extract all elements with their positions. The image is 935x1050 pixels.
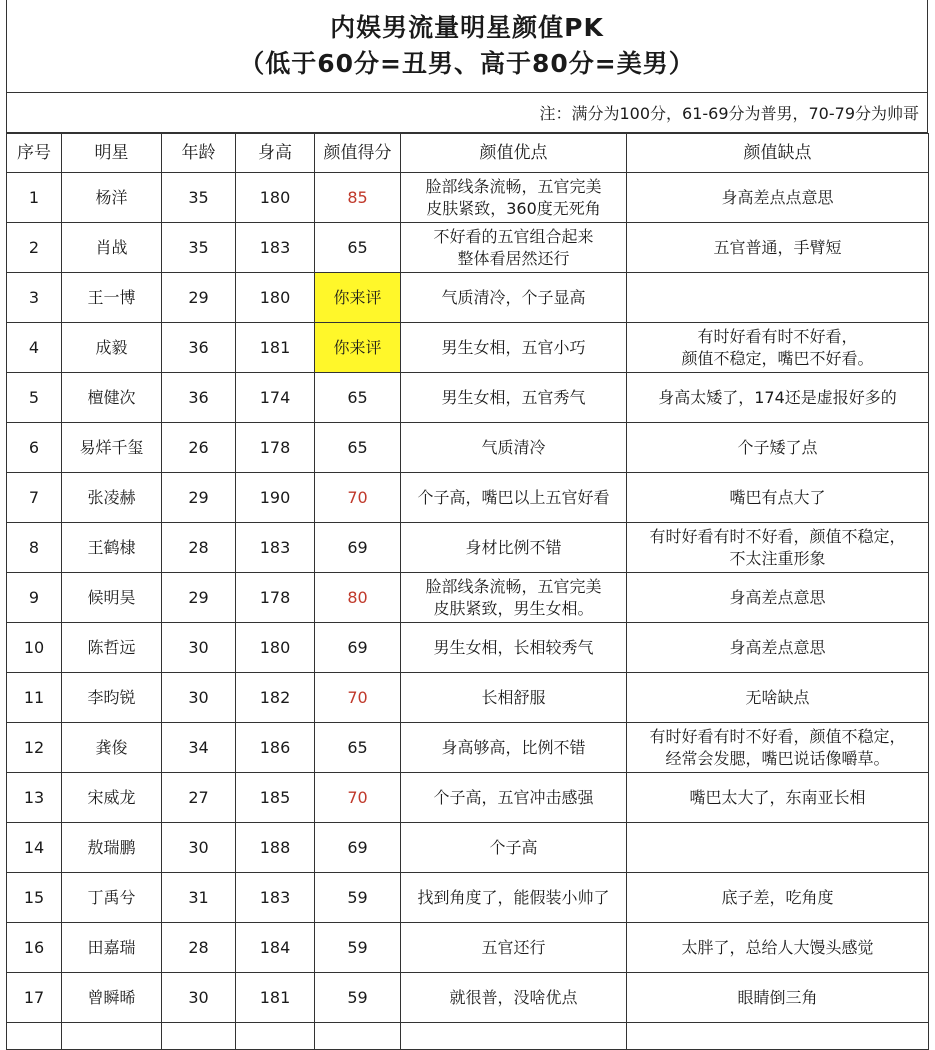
header-name: 明星	[62, 134, 162, 173]
cell-name: 曾瞬晞	[62, 973, 162, 1023]
cell-age: 35	[162, 173, 236, 223]
cell-score: 70	[315, 673, 401, 723]
cell-no: 2	[7, 223, 62, 273]
table-row	[7, 673, 929, 723]
table-row	[7, 973, 929, 1023]
cell-height: 183	[236, 523, 315, 573]
cell-pros: 个子高	[401, 823, 627, 873]
cell-age: 34	[162, 723, 236, 773]
header-pros: 颜值优点	[401, 134, 627, 173]
cell-age: 29	[162, 473, 236, 523]
cell-age: 36	[162, 373, 236, 423]
cell-cons: 身高太矮了，174还是虚报好多的	[627, 373, 929, 423]
cell-cons: 身高差点点意思	[627, 173, 929, 223]
cell-height: 190	[236, 473, 315, 523]
table-row	[7, 823, 929, 873]
header-score: 颜值得分	[315, 134, 401, 173]
cell-cons: 有时好看有时不好看， 颜值不稳定，嘴巴不好看。	[627, 323, 929, 373]
header-age: 年龄	[162, 134, 236, 173]
cell-pros: 个子高，嘴巴以上五官好看	[401, 473, 627, 523]
cell-name: 丁禹兮	[62, 873, 162, 923]
table-row	[7, 773, 929, 823]
ranking-table	[6, 133, 929, 1050]
cell-name: 陈哲远	[62, 623, 162, 673]
cell-score: 你来评	[315, 323, 401, 373]
cell-name: 宋威龙	[62, 773, 162, 823]
table-row	[7, 373, 929, 423]
cell-cons: 无啥缺点	[627, 673, 929, 723]
cell-cons: 眼睛倒三角	[627, 973, 929, 1023]
cell-age: 31	[162, 873, 236, 923]
cell-height: 174	[236, 373, 315, 423]
cell-no: 4	[7, 323, 62, 373]
table-row	[7, 623, 929, 673]
cell-height: 181	[236, 973, 315, 1023]
cell-cons: 嘴巴有点大了	[627, 473, 929, 523]
table-row	[7, 173, 929, 223]
cell-height: 188	[236, 823, 315, 873]
cell-height: 182	[236, 673, 315, 723]
cell-no: 12	[7, 723, 62, 773]
cell-empty	[62, 1023, 162, 1050]
cell-pros: 就很普，没啥优点	[401, 973, 627, 1023]
cell-pros: 个子高，五官冲击感强	[401, 773, 627, 823]
cell-cons: 太胖了，总给人大馒头感觉	[627, 923, 929, 973]
cell-pros: 身材比例不错	[401, 523, 627, 573]
cell-pros: 不好看的五官组合起来 整体看居然还行	[401, 223, 627, 273]
cell-age: 27	[162, 773, 236, 823]
cell-score: 65	[315, 373, 401, 423]
cell-height: 178	[236, 573, 315, 623]
cell-name: 王鹤棣	[62, 523, 162, 573]
cell-score: 59	[315, 973, 401, 1023]
cell-age: 30	[162, 973, 236, 1023]
table-row	[7, 873, 929, 923]
cell-no: 5	[7, 373, 62, 423]
cell-empty	[315, 1023, 401, 1050]
cell-empty	[627, 1023, 929, 1050]
header-row	[7, 134, 929, 173]
cell-pros: 气质清冷	[401, 423, 627, 473]
cell-cons: 嘴巴太大了，东南亚长相	[627, 773, 929, 823]
cell-no: 3	[7, 273, 62, 323]
table-row-partial	[7, 1023, 929, 1050]
cell-name: 龚俊	[62, 723, 162, 773]
cell-cons: 身高差点意思	[627, 623, 929, 673]
cell-score: 69	[315, 523, 401, 573]
cell-height: 181	[236, 323, 315, 373]
table-row	[7, 923, 929, 973]
cell-score: 你来评	[315, 273, 401, 323]
cell-height: 178	[236, 423, 315, 473]
cell-score: 65	[315, 223, 401, 273]
table-row	[7, 473, 929, 523]
cell-no: 9	[7, 573, 62, 623]
cell-no: 13	[7, 773, 62, 823]
table-row	[7, 323, 929, 373]
table-row	[7, 223, 929, 273]
cell-score: 69	[315, 823, 401, 873]
table-row	[7, 273, 929, 323]
cell-score: 65	[315, 723, 401, 773]
cell-pros: 找到角度了，能假装小帅了	[401, 873, 627, 923]
cell-cons: 有时好看有时不好看，颜值不稳定， 经常会发腮，嘴巴说话像嚼草。	[627, 723, 929, 773]
cell-height: 184	[236, 923, 315, 973]
cell-age: 29	[162, 573, 236, 623]
cell-pros: 男生女相，长相较秀气	[401, 623, 627, 673]
cell-empty	[162, 1023, 236, 1050]
table-row	[7, 523, 929, 573]
cell-no: 8	[7, 523, 62, 573]
cell-cons: 身高差点意思	[627, 573, 929, 623]
cell-height: 180	[236, 623, 315, 673]
cell-age: 28	[162, 523, 236, 573]
cell-pros: 气质清冷，个子显高	[401, 273, 627, 323]
header-cons: 颜值缺点	[627, 134, 929, 173]
table-row	[7, 423, 929, 473]
cell-name: 李昀锐	[62, 673, 162, 723]
cell-cons: 个子矮了点	[627, 423, 929, 473]
cell-cons	[627, 273, 929, 323]
cell-no: 17	[7, 973, 62, 1023]
cell-no: 14	[7, 823, 62, 873]
cell-no: 7	[7, 473, 62, 523]
cell-pros: 男生女相，五官秀气	[401, 373, 627, 423]
cell-height: 183	[236, 223, 315, 273]
cell-score: 59	[315, 923, 401, 973]
cell-age: 28	[162, 923, 236, 973]
title-line-1: 内娱男流量明星颜值PK	[330, 13, 604, 42]
cell-cons: 有时好看有时不好看，颜值不稳定， 不太注重形象	[627, 523, 929, 573]
cell-no: 15	[7, 873, 62, 923]
cell-empty	[236, 1023, 315, 1050]
cell-age: 36	[162, 323, 236, 373]
cell-age: 30	[162, 673, 236, 723]
cell-no: 1	[7, 173, 62, 223]
cell-pros: 脸部线条流畅，五官完美 皮肤紧致，360度无死角	[401, 173, 627, 223]
cell-pros: 身高够高，比例不错	[401, 723, 627, 773]
cell-age: 30	[162, 823, 236, 873]
cell-score: 70	[315, 773, 401, 823]
cell-no: 6	[7, 423, 62, 473]
table-row	[7, 723, 929, 773]
title-line-2: （低于60分=丑男、高于80分=美男）	[239, 49, 695, 78]
cell-name: 张凌赫	[62, 473, 162, 523]
cell-score: 80	[315, 573, 401, 623]
cell-name: 易烊千玺	[62, 423, 162, 473]
spreadsheet	[6, 0, 928, 1050]
cell-cons: 底子差，吃角度	[627, 873, 929, 923]
cell-score: 70	[315, 473, 401, 523]
cell-name: 杨洋	[62, 173, 162, 223]
cell-height: 183	[236, 873, 315, 923]
header-height: 身高	[236, 134, 315, 173]
cell-score: 85	[315, 173, 401, 223]
cell-height: 180	[236, 273, 315, 323]
cell-age: 29	[162, 273, 236, 323]
cell-name: 肖战	[62, 223, 162, 273]
cell-name: 檀健次	[62, 373, 162, 423]
cell-name: 王一博	[62, 273, 162, 323]
cell-age: 30	[162, 623, 236, 673]
cell-score: 59	[315, 873, 401, 923]
cell-height: 185	[236, 773, 315, 823]
cell-height: 186	[236, 723, 315, 773]
table-body	[7, 173, 929, 1050]
cell-no: 11	[7, 673, 62, 723]
cell-empty	[401, 1023, 627, 1050]
cell-name: 田嘉瑞	[62, 923, 162, 973]
cell-name: 成毅	[62, 323, 162, 373]
cell-name: 敖瑞鹏	[62, 823, 162, 873]
cell-no: 16	[7, 923, 62, 973]
cell-cons	[627, 823, 929, 873]
cell-pros: 脸部线条流畅，五官完美 皮肤紧致，男生女相。	[401, 573, 627, 623]
cell-age: 26	[162, 423, 236, 473]
table-row	[7, 573, 929, 623]
cell-pros: 长相舒服	[401, 673, 627, 723]
cell-name: 候明昊	[62, 573, 162, 623]
scoring-note: 注：满分为100分，61-69分为普男，70-79分为帅哥	[6, 93, 928, 133]
cell-height: 180	[236, 173, 315, 223]
cell-score: 69	[315, 623, 401, 673]
header-no: 序号	[7, 134, 62, 173]
table-title	[6, 0, 928, 93]
cell-score: 65	[315, 423, 401, 473]
cell-age: 35	[162, 223, 236, 273]
cell-empty	[7, 1023, 62, 1050]
cell-cons: 五官普通，手臂短	[627, 223, 929, 273]
cell-pros: 五官还行	[401, 923, 627, 973]
cell-pros: 男生女相，五官小巧	[401, 323, 627, 373]
cell-no: 10	[7, 623, 62, 673]
